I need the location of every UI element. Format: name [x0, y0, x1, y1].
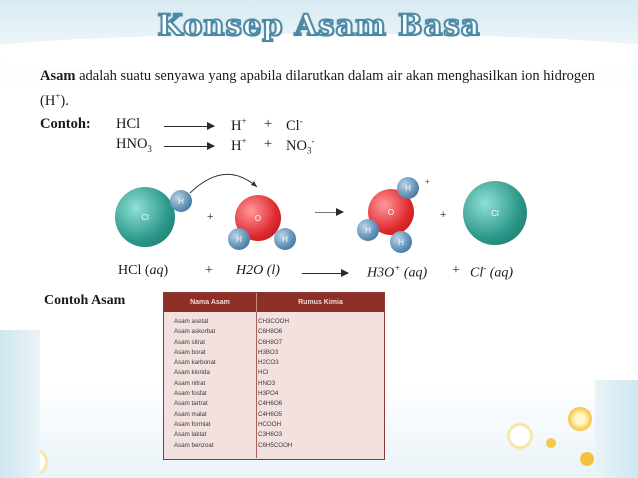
reaction-arrow — [315, 212, 343, 213]
acid-formula: CH3COOH — [258, 318, 289, 325]
example2-plus: + — [264, 136, 273, 152]
chloride-ion: Cl — [463, 181, 527, 245]
table-row — [164, 339, 384, 349]
decor-panel — [0, 330, 40, 478]
table-row — [164, 369, 384, 379]
example1-reactant: HCl — [116, 116, 141, 132]
table-row — [164, 400, 384, 410]
chlorine-atom: Cl — [115, 187, 175, 247]
acid-formula: HNO3 — [258, 379, 276, 387]
example2-product1: H+ — [231, 136, 247, 154]
table-row — [164, 318, 384, 328]
acid-name: Asam klorida — [174, 369, 210, 377]
acid-formula: H2CO3 — [258, 359, 279, 367]
column-divider — [256, 312, 257, 458]
header-formula: Rumus Kimia — [298, 299, 343, 306]
acid-formula: C6H8O7 — [258, 338, 283, 346]
acid-name: Asam benzoat — [174, 441, 214, 449]
table-row — [164, 411, 384, 421]
acid-name: Asam laktat — [174, 431, 207, 439]
acid-name: Asam formiat — [174, 420, 211, 428]
hydrogen-atom: H — [274, 228, 296, 250]
acid-formula: C6H8O6 — [258, 328, 283, 336]
table-row — [164, 359, 384, 369]
acid-formula: H3BO3 — [258, 348, 279, 356]
acid-name: Asam tartrat — [174, 400, 208, 408]
table-row — [164, 390, 384, 400]
acid-name: Asam malat — [174, 410, 207, 418]
table-row — [164, 328, 384, 338]
eq-hcl: HCl (aq) — [118, 263, 169, 278]
eq-h3o: H3O+ (aq) — [367, 263, 428, 281]
example2-product2: $NO_3^-$ — [286, 136, 315, 156]
eq-plus2: + — [452, 263, 460, 278]
definition-sup: + — [55, 91, 61, 101]
example1-product2: Cl- — [286, 116, 303, 134]
decor-circle — [507, 423, 533, 449]
charge-plus: + — [425, 177, 430, 186]
acid-formula: C3H6O3 — [258, 431, 283, 439]
definition-text — [40, 66, 610, 111]
acid-formula: C6H5COOH — [258, 441, 293, 449]
plus-sign-2: + — [440, 209, 447, 221]
table-row — [164, 442, 384, 452]
example1-arrow — [164, 126, 214, 127]
acid-formula: C4H6O6 — [258, 400, 283, 408]
acid-formula: HCl — [258, 369, 269, 377]
hydrogen-atom: H — [397, 177, 419, 199]
plus-sign-1: + — [207, 211, 214, 223]
examples-table-label: Contoh Asam — [44, 293, 126, 308]
eq-cl: Cl- (aq) — [470, 263, 514, 281]
acid-formula: H3PO4 — [258, 390, 279, 398]
decor-circle — [546, 438, 556, 448]
oxygen-atom: O — [368, 189, 414, 235]
acid-table — [163, 292, 385, 460]
hydrogen-atom: H — [228, 228, 250, 250]
molecule-illustration — [95, 165, 535, 261]
decor-circle — [568, 407, 592, 431]
definition-end: ). — [60, 92, 69, 109]
acid-name: Asam karbonat — [174, 359, 216, 367]
table-header — [164, 293, 384, 312]
acid-formula: HCOOH — [258, 420, 282, 428]
example1-plus: + — [264, 116, 273, 132]
eq-plus1: + — [205, 263, 213, 278]
oxygen-atom: O — [235, 195, 281, 241]
acid-name: Asam askorbat — [174, 328, 216, 336]
acid-name: Asam asetat — [174, 318, 209, 325]
acid-name: Asam fosfat — [174, 390, 207, 398]
example2-reactant: $HNO_3$ — [116, 136, 152, 154]
table-body — [164, 312, 384, 452]
acid-name: Asam nitrat — [174, 379, 206, 387]
eq-arrow — [302, 273, 348, 274]
acid-name: Asam borat — [174, 348, 206, 356]
eq-h2o: H2O (l) — [236, 263, 280, 278]
definition-body: adalah suatu senyawa yang apabila dilarutkan dalam air akan menghasilkan ion hidrogen (H — [40, 68, 595, 109]
header-name: Nama Asam — [164, 293, 257, 312]
definition-term: Asam — [40, 68, 76, 84]
acid-name: Asam sitrat — [174, 338, 205, 346]
table-row — [164, 380, 384, 390]
example1-product1: H+ — [231, 116, 247, 134]
table-row — [164, 431, 384, 441]
transfer-arrow-icon — [185, 165, 265, 195]
hydrogen-atom: H — [390, 231, 412, 253]
hydrogen-atom: H — [170, 190, 192, 212]
decor-panel — [595, 380, 638, 478]
table-row — [164, 349, 384, 359]
table-row — [164, 421, 384, 431]
decor-circle — [580, 452, 594, 466]
hydrogen-atom: H — [357, 219, 379, 241]
example2-arrow — [164, 146, 214, 147]
examples-label: Contoh: — [40, 116, 91, 132]
page-title: Konsep Asam Basa — [157, 8, 481, 42]
acid-formula: C4H6O5 — [258, 410, 283, 418]
